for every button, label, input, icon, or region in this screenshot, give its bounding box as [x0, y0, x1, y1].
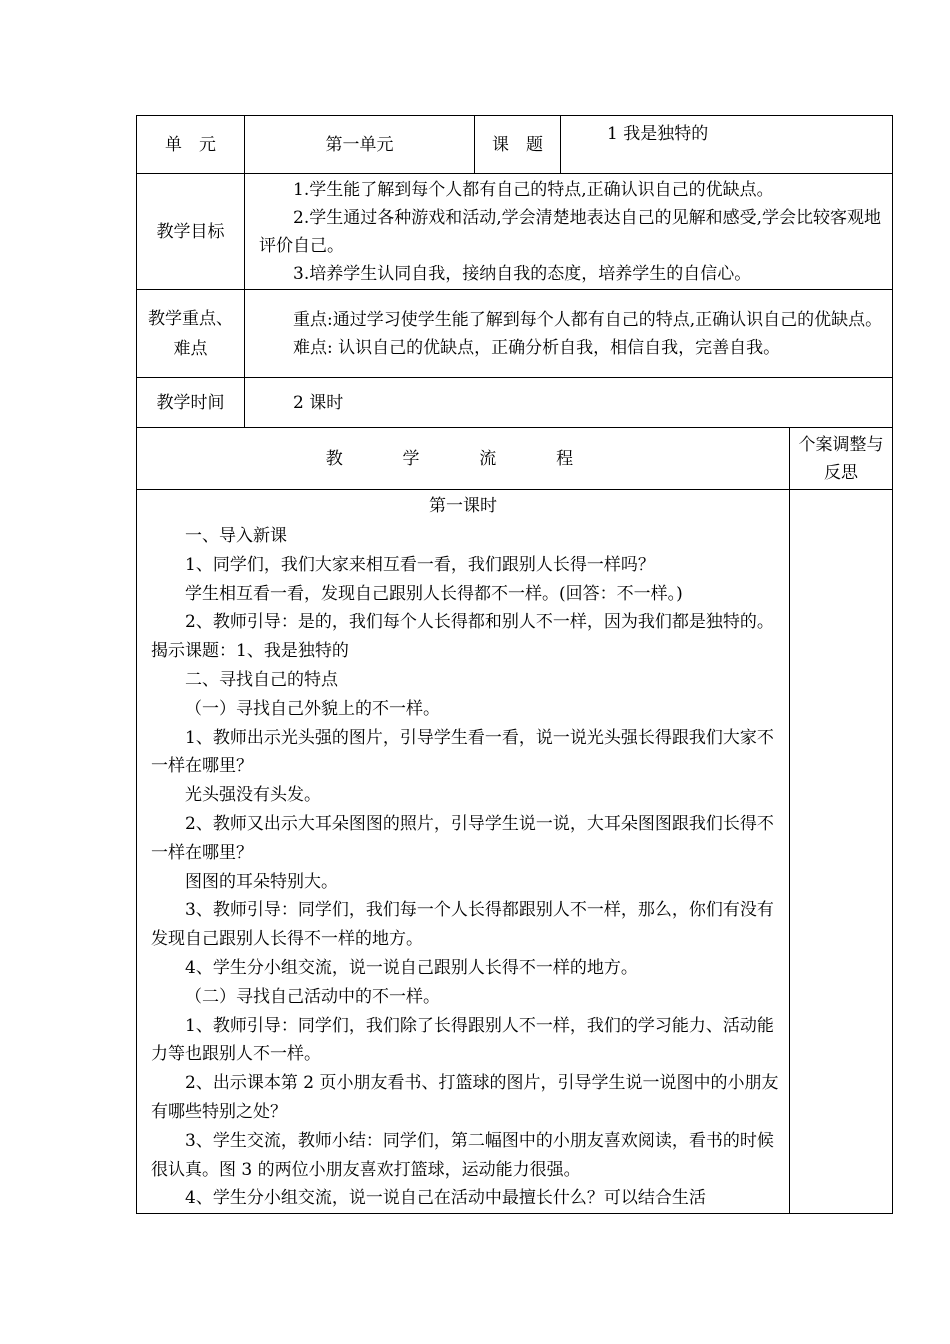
flow-paragraph: 图图的耳朵特别大。 — [185, 871, 338, 892]
lesson-title: 第一课时 — [429, 496, 497, 516]
time-value: 2 课时 — [293, 392, 344, 413]
flow-body-row — [137, 490, 893, 1214]
flow-paragraph: 2、出示课本第 2 页小朋友看书、打篮球的图片，引导学生说一说图中的小朋友有哪些特别之处？ — [151, 1073, 779, 1122]
objective-item: 1.学生能了解到每个人都有自己的特点,正确认识自己的优缺点。 — [293, 179, 774, 200]
time-label: 教学时间 — [137, 378, 245, 428]
flow-paragraph: 3、学生交流，教师小结：同学们，第二幅图中的小朋友喜欢阅读，看书的时候很认真。图 3 的两位小朋友喜欢打篮球，运动能力很强。 — [151, 1130, 774, 1180]
flow-paragraph: 1、教师引导：同学们，我们除了长得跟别人不一样，我们的学习能力、活动能力等也跟别人不一样。 — [151, 1015, 774, 1065]
key-point-item: 难点: 认识自己的优缺点，正确分析自我，相信自我，完善自我。 — [293, 337, 781, 358]
flow-paragraph: 1、同学们，我们大家来相互看一看，我们跟别人长得一样吗？ — [185, 554, 655, 575]
lesson-plan-table — [136, 115, 893, 1214]
topic-label: 课 题 — [475, 116, 561, 174]
flow-paragraph: 2、教师引导：是的，我们每个人长得都和别人不一样，因为我们都是独特的。揭示课题：1、我是独特的 — [151, 612, 774, 662]
reflection-label: 个案调整与反思 — [790, 428, 893, 490]
flow-paragraph: （一）寻找自己外貌上的不一样。 — [185, 698, 440, 719]
flow-content — [137, 490, 790, 1214]
flow-header-row — [137, 428, 893, 490]
time-row — [137, 378, 893, 428]
key-points-row — [137, 290, 893, 378]
unit-label: 单 元 — [137, 116, 245, 174]
flow-paragraph: 4、学生分小组交流，说一说自己在活动中最擅长什么？可以结合生活 — [185, 1188, 706, 1209]
flow-paragraph: 4、学生分小组交流，说一说自己跟别人长得不一样的地方。 — [185, 957, 638, 978]
objectives-row — [137, 174, 893, 290]
key-point-item: 重点:通过学习使学生能了解到每个人都有自己的特点,正确认识自己的优缺点。 — [293, 309, 883, 330]
flow-paragraph: 3、教师引导：同学们，我们每一个人长得都跟别人不一样，那么，你们有没有发现自己跟别人长得不一样的地方。 — [151, 900, 774, 950]
objectives-label: 教学目标 — [137, 174, 245, 290]
flow-paragraph: 学生相互看一看，发现自己跟别人长得都不一样。(回答：不一样。) — [185, 583, 683, 604]
topic-value: 1 我是独特的 — [561, 116, 893, 174]
flow-paragraph: 二、寻找自己的特点 — [185, 669, 338, 690]
flow-paragraph: 一、导入新课 — [185, 526, 287, 546]
objectives-content — [245, 174, 893, 290]
flow-paragraph: （二）寻找自己活动中的不一样。 — [185, 986, 440, 1007]
time-content — [245, 378, 893, 428]
key-points-label: 教学重点、难点 — [137, 290, 245, 378]
reflection-notes-cell — [790, 490, 893, 1214]
flow-heading: 教 学 流 程 — [137, 428, 790, 490]
flow-paragraph: 1、教师出示光头强的图片，引导学生看一看，说一说光头强长得跟我们大家不一样在哪里？ — [151, 727, 774, 777]
unit-value: 第一单元 — [245, 116, 475, 174]
header-row — [137, 116, 893, 174]
key-points-content — [245, 290, 893, 378]
flow-paragraph: 光头强没有头发。 — [185, 785, 321, 806]
flow-paragraph: 2、教师又出示大耳朵图图的照片，引导学生说一说，大耳朵图图跟我们长得不一样在哪里？ — [151, 813, 774, 863]
objective-item: 3.培养学生认同自我，接纳自我的态度，培养学生的自信心。 — [293, 263, 752, 284]
objective-item: 2.学生通过各种游戏和活动,学会清楚地表达自己的见解和感受,学会比较客观地评价自己。 — [259, 207, 882, 256]
